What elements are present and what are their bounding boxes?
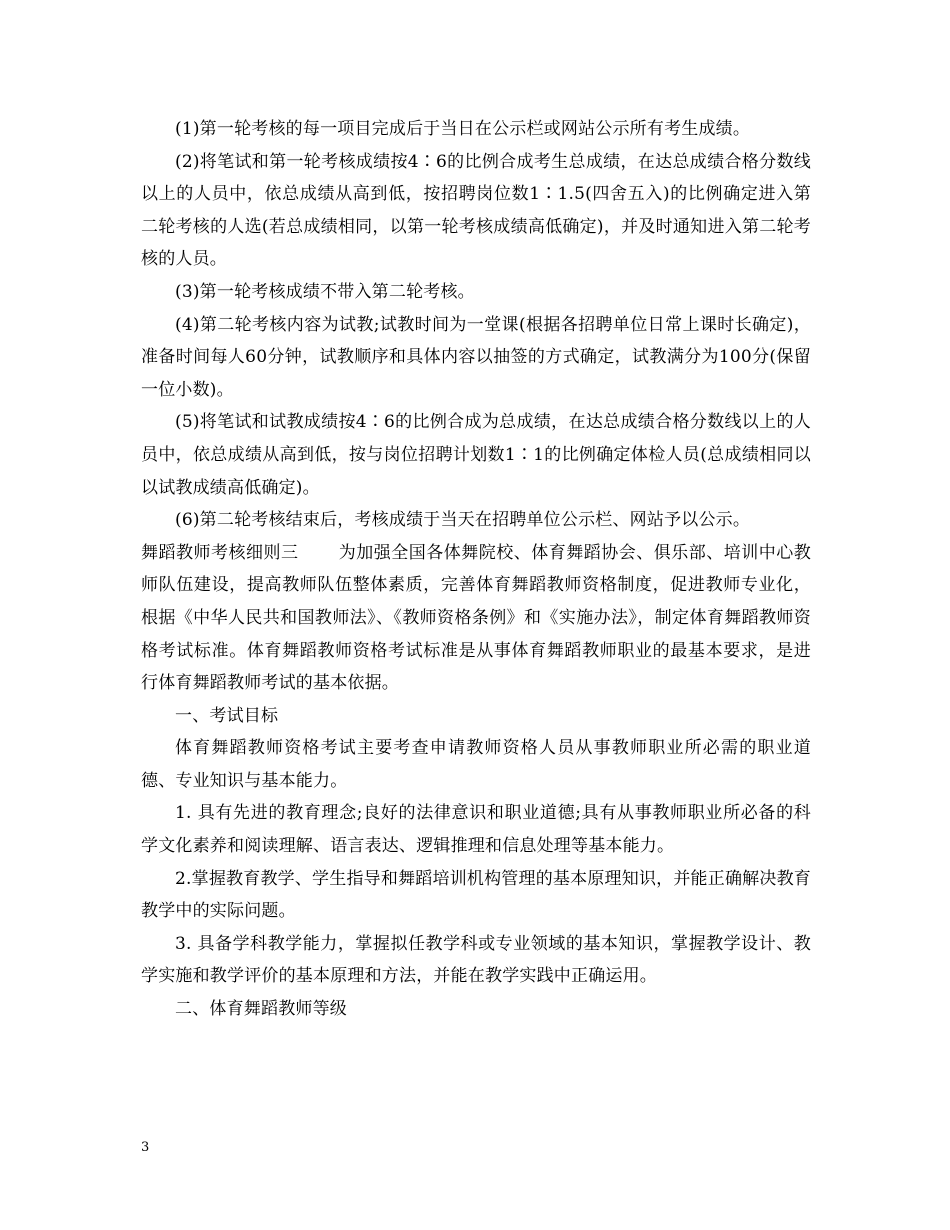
list-item-2: 2.掌握教育教学、学生指导和舞蹈培训机构管理的基本原理知识，并能正确解决教育教学中的实际问题。	[141, 868, 811, 922]
section-heading: 舞蹈教师考核细则三	[141, 542, 299, 563]
paragraph-1: (1)第一轮考核的每一项目完成后于当日在公示栏或网站公示所有考生成绩。	[175, 119, 751, 139]
list-item-3: 3. 具备学科教学能力，掌握拟任教学科或专业领域的基本知识，掌握教学设计、教学实施和教学评价的基本原理和方法，并能在教学实践中正确运用。	[141, 933, 811, 987]
section-paragraph	[141, 537, 811, 700]
paragraph-2: (2)将笔试和第一轮考核成绩按4∶6的比例合成考生总成绩，在达总成绩合格分数线以上的人员中，依总成绩从高到低，按招聘岗位数1∶1.5(四舍五入)的比例确定进入第二轮考核的人选(若总成绩相同，以第一轮考核成绩高低确定)，并及时通知进入第二轮考核的人员。	[141, 151, 811, 270]
document-body	[141, 113, 811, 1026]
page-number: 3	[141, 1140, 150, 1155]
paragraph-exam-goals: 体育舞蹈教师资格考试主要考查申请教师资格人员从事教师职业所必需的职业道德、专业知识与基本能力。	[141, 738, 811, 791]
paragraph-4: (4)第二轮考核内容为试教;试教时间为一堂课(根据各招聘单位日常上课时长确定)，准备时间每人60分钟，试教顺序和具体内容以抽签的方式确定，试教满分为100分(保留一位小数)。	[141, 314, 811, 400]
paragraph-3: (3)第一轮考核成绩不带入第二轮考核。	[175, 281, 475, 302]
heading-exam-goals: 一、考试目标	[175, 705, 279, 726]
section-intro: 为加强全国各体舞院校、体育舞蹈协会、俱乐部、培训中心教师队伍建设，提高教师队伍整体素质，完善体育舞蹈教师资格制度，促进教师专业化，根据《中华人民共和国教师法》、《教师资格条例》和《实施办法》，制定体育舞蹈教师资格考试标准。体育舞蹈教师资格考试标准是从事体育舞蹈教师职业的最基本要求，是进行体育舞蹈教师考试的基本依据。	[141, 542, 811, 694]
paragraph-6: (6)第二轮考核结束后，考核成绩于当天在招聘单位公示栏、网站予以公示。	[175, 510, 751, 531]
heading-teacher-levels: 二、体育舞蹈教师等级	[175, 999, 347, 1020]
list-item-1: 1. 具有先进的教育理念;良好的法律意识和职业道德;具有从事教师职业所必备的科学文化素养和阅读理解、语言表达、逻辑推理和信息处理等基本能力。	[141, 803, 811, 857]
paragraph-5: (5)将笔试和试教成绩按4∶6的比例合成为总成绩，在达总成绩合格分数线以上的人员中，依总成绩从高到低，按与岗位招聘计划数1∶1的比例确定体检人员(总成绩相同以以试教成绩高低确定)。	[141, 412, 811, 498]
